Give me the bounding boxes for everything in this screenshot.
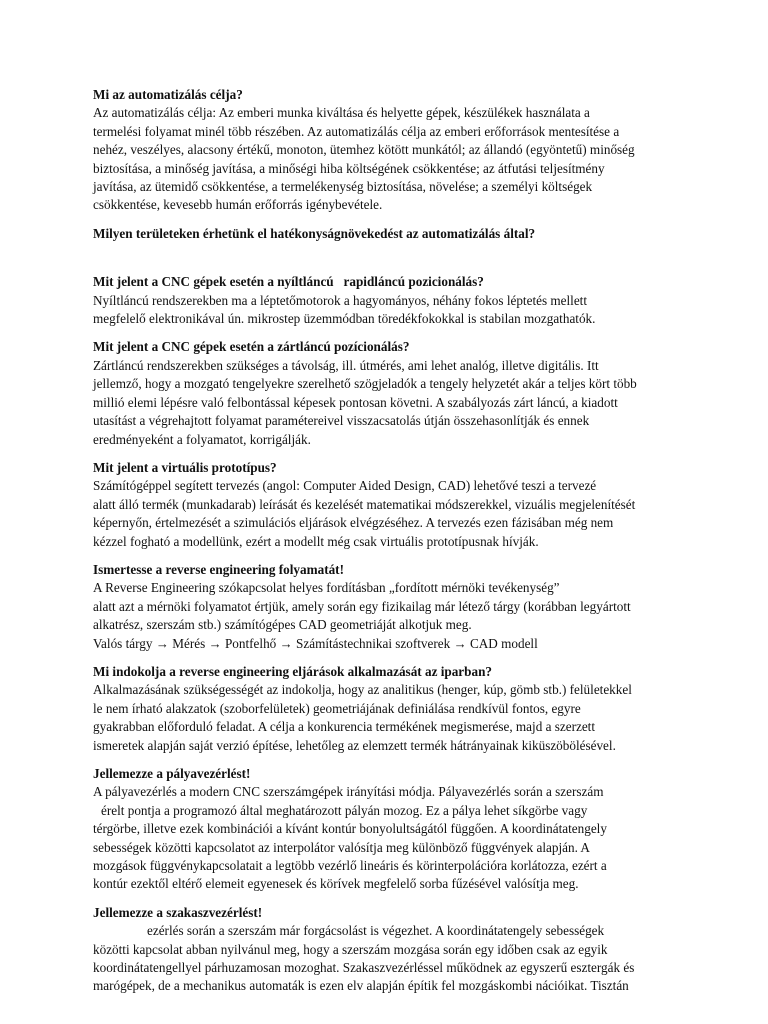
text-line: alatt álló termék (munkadarab) leírását és kezelését matematikai módszerekkel, vizuális megjelenítését <box>93 496 636 512</box>
text-line: érelt pontja a programozó által meghatározott pályán mozog. Ez a pálya lehet síkgörbe vagy <box>101 802 588 818</box>
answer-paragraph <box>93 922 658 996</box>
answer-paragraph <box>93 292 658 329</box>
text-line: Az automatizálás célja: Az emberi munka kiváltása és helyette gépek, készülékek használata a <box>93 105 590 121</box>
question-heading: Ismertesse a reverse engineering folyamatát! <box>93 561 344 577</box>
text-line: csökkentése, kevesebb humán erőforrás igénybevétele. <box>93 197 383 213</box>
text-line: A pályavezérlés a modern CNC szerszámgépek irányítási módja. Pályavezérlés során a szerszám <box>93 784 604 800</box>
text-line: eredményeként a folyamatot, korrigálják. <box>93 431 311 447</box>
text-line: Valós tárgy → Mérés → Pontfelhő → Számítástechnikai szoftverek → CAD modell <box>93 635 538 651</box>
text-line: alatt azt a mérnöki folyamatot értjük, amely során egy fizikailag már létező tárgy (korábban legyártott <box>93 598 631 614</box>
question-heading: Mit jelent a virtuális prototípus? <box>93 459 277 475</box>
answer-paragraph <box>93 681 658 755</box>
text-line: utasítást a végrehajtott folyamat paramétereivel visszacsatolás útján összehasonlítják és ennek <box>93 413 590 429</box>
question-heading: Jellemezze a szakaszvezérlést! <box>93 904 263 920</box>
text-line: képernyőn, értelmezését a szimulációs eljárások elvégzéséhez. A tervezés ezen fázisában még nem <box>93 515 614 531</box>
text-line: Alkalmazásának szükségességét az indokolja, hogy az analitikus (henger, kúp, gömb stb.) felületekkel <box>93 682 632 698</box>
text-line: közötti kapcsolat abban nyilvánul meg, hogy a szerszám mozgása során egy időben csak az egyik <box>93 941 608 957</box>
text-line: sebességek közötti kapcsolatot az interpolátor valósítja meg különböző függvények alapján. A <box>93 839 590 855</box>
text-line: térgörbe, illetve ezek kombinációi a kívánt kontúr bonyolultságától függően. A koordinátatengely <box>93 821 607 837</box>
question-heading: Mi az automatizálás célja? <box>93 87 243 102</box>
question-heading: Jellemezze a pályavezérlést! <box>93 766 251 781</box>
answer-paragraph <box>93 579 658 653</box>
text-line: Számítógéppel segített tervezés (angol: Computer Aided Design, CAD) lehetővé teszi a tervezé <box>93 478 597 494</box>
text-line: mozgások függvénykapcsolatait a legtöbb vezérlő lineáris és körinterpolációra korlátozza, ezért a <box>93 858 607 874</box>
text-line: biztosítása, a minőség javítása, a minőségi hiba költségének csökkentése; az átfutási teljesítmény <box>93 160 605 176</box>
text-line: kontúr ezektől eltérő elemeit egyenesek és körívek megfelelő sorba fűzésével valósítja meg. <box>93 876 579 892</box>
text-line: marógépek, de a mechanikus automaták is ezen elv alapján építik fel mozgáskombi nációikat. Tisztán <box>93 978 629 994</box>
text-line: javítása, az ütemidő csökkentése, a termelékenység biztosítása, növelése; a személyi költségek <box>93 179 593 195</box>
question-heading: Mit jelent a CNC gépek esetén a nyíltláncú rapidláncú pozicionálás? <box>93 274 484 290</box>
text-line: A Reverse Engineering szókapcsolat helyes fordításban „fordított mérnöki tevékenység” <box>93 580 560 596</box>
text-line: nehéz, veszélyes, alacsony értékű, monoton, ütemhez kötött munkától; az állandó (egyöntetű) minőség <box>93 142 635 158</box>
answer-paragraph <box>93 783 658 893</box>
text-line: kézzel fogható a modellünk, ezért a modellt még csak virtuális prototípusnak hívják. <box>93 533 539 549</box>
text-line: gyakrabban előforduló feladat. A célja a konkurencia termékének megismerése, majd a szerzett <box>93 719 595 735</box>
question-heading: Mit jelent a CNC gépek esetén a zártláncú pozícionálás? <box>93 339 410 355</box>
text-line: jellemző, hogy a mozgató tengelyekre szerelhető szögjeladók a tengely helyzetét akár a teljes kört több <box>93 376 637 392</box>
text-line: megfelelő elektronikával ún. mikrostep üzemmódban töredékfokokkal is stabilan mozgathatók. <box>93 311 596 327</box>
text-line: koordinátatengellyel párhuzamosan mozoghat. Szakaszvezérléssel működnek az egyszerű esztergák és <box>93 960 635 976</box>
text-line: Nyíltláncú rendszerekben ma a léptetőmotorok a hagyományos, néhány fokos léptetés mellett <box>93 292 588 308</box>
text-line: ismeretek alapján saját verzió építése, lehetőleg az elemzett termék hátrányainak kiküszöbölésével. <box>93 737 616 753</box>
text-line: le nem írható alakzatok (szoborfelületek) geometriájának definiálása rendkívül fontos, egyre <box>93 700 581 716</box>
answer-paragraph <box>93 104 658 214</box>
text-line: termelési folyamat minél több részében. Az automatizálás célja az emberi erőforrások mentesítése a <box>93 123 620 139</box>
text-line: alkatrész, szerszám stb.) számítógépes CAD geometriáját alkotjuk meg. <box>93 617 472 633</box>
text-line: millió elemi lépésre való felbontással képesek pontosan követni. A szabályozás zárt láncú, a kiadott <box>93 394 618 410</box>
question-heading: Milyen területeken érhetünk el hatékonyságnövekedést az automatizálás által? <box>93 225 536 241</box>
answer-paragraph <box>93 477 658 551</box>
answer-paragraph <box>93 357 658 449</box>
question-heading: Mi indokolja a reverse engineering eljárások alkalmazását az iparban? <box>93 663 493 679</box>
text-line: ezérlés során a szerszám már forgácsolást is végezhet. A koordinátatengely sebességek <box>147 923 605 939</box>
text-line: Zártláncú rendszerekben szükséges a távolság, ill. útmérés, ami lehet analóg, illetve digitális. Itt <box>93 357 599 373</box>
document-page <box>93 86 658 996</box>
